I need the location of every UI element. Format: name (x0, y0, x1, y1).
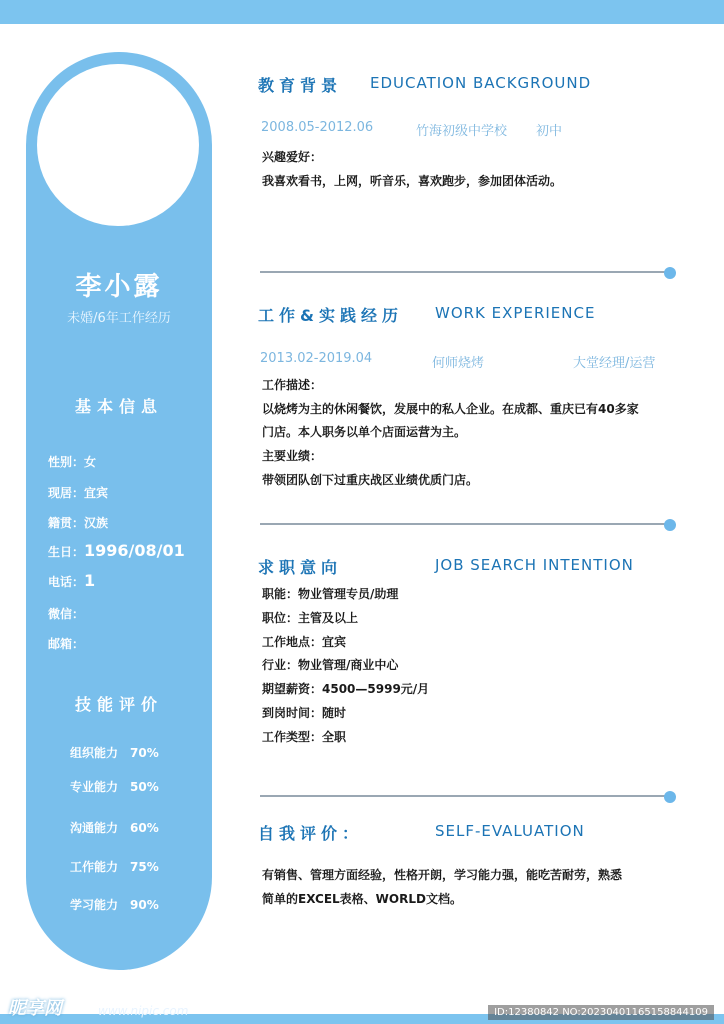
skill-work: 工作能力 75% (70, 860, 159, 874)
info-phone: 电话：1 (48, 571, 96, 590)
info-origin: 籍贯：汉族 (48, 516, 109, 530)
work-title-en: WORK EXPERIENCE (435, 304, 596, 322)
work-period: 2013.02-2019.04 (260, 351, 373, 366)
info-email: 邮箱： (48, 637, 85, 651)
intention-title-en: JOB SEARCH INTENTION (435, 556, 634, 574)
divider-2 (260, 523, 668, 525)
intention-location: 工作地点：宜宾 (262, 635, 347, 649)
skill-communication: 沟通能力 60% (70, 821, 159, 835)
work-desc-line2: 门店。本人职务以单个店面运营为主。 (262, 425, 467, 439)
work-perf-label: 主要业绩： (262, 449, 323, 463)
education-title-en: EDUCATION BACKGROUND (370, 74, 592, 92)
work-title: 工作&实践经历 (258, 306, 403, 325)
info-residence: 现居：宜宾 (48, 486, 109, 500)
divider-1 (260, 271, 668, 273)
intention-title: 求职意向 (258, 558, 343, 577)
intention-start-time: 到岗时间：随时 (262, 706, 347, 720)
basic-info-heading: 基本信息 (74, 397, 163, 416)
divider-dot-2 (664, 519, 676, 531)
skills-heading: 技能评价 (74, 695, 163, 714)
watermark-url: www.nipic.com (98, 1004, 189, 1018)
watermark-id-tag: ID:12380842 NO:20230401165158844109 (488, 1005, 714, 1020)
work-position: 大堂经理/运营 (573, 356, 656, 371)
watermark (0, 994, 260, 1024)
info-wechat: 微信： (48, 607, 85, 621)
self-eval-line1: 有销售、管理方面经验，性格开朗，学习能力强，能吃苦耐劳，熟悉 (262, 868, 623, 882)
work-desc-label: 工作描述： (262, 378, 323, 392)
info-gender: 性别：女 (48, 455, 97, 469)
divider-dot-3 (664, 791, 676, 803)
skill-professional: 专业能力 50% (70, 780, 159, 794)
self-eval-title: 自我评价： (258, 824, 364, 843)
intention-salary: 期望薪资：4500—5999元/月 (262, 682, 430, 696)
profile-subtitle: 未婚/6年工作经历 (67, 311, 171, 326)
hobby-text: 我喜欢看书，上网，听音乐，喜欢跑步，参加团体活动。 (262, 174, 563, 188)
work-desc-line1: 以烧烤为主的休闲餐饮，发展中的私人企业。在成都、重庆已有40多家 (262, 402, 639, 416)
education-level: 初中 (536, 124, 563, 139)
watermark-brand: 昵享网 (8, 998, 62, 1019)
intention-position: 职位：主管及以上 (262, 611, 359, 625)
divider-dot-1 (664, 267, 676, 279)
self-eval-title-en: SELF-EVALUATION (435, 822, 585, 840)
education-period: 2008.05-2012.06 (261, 120, 374, 135)
divider-3 (260, 795, 668, 797)
self-eval-line2: 简单的EXCEL表格、WORLD文档。 (262, 892, 462, 906)
skill-organization: 组织能力 70% (70, 746, 159, 760)
education-title: 教育背景 (258, 76, 343, 95)
hobby-label: 兴趣爱好： (262, 150, 323, 164)
avatar (37, 64, 199, 226)
intention-industry: 行业：物业管理/商业中心 (262, 658, 399, 672)
intention-function: 职能：物业管理专员/助理 (262, 587, 399, 601)
education-school: 竹海初级中学校 (416, 124, 508, 139)
top-bar (0, 0, 724, 24)
info-birthday: 生日：1996/08/01 (48, 541, 185, 560)
intention-job-type: 工作类型：全职 (262, 730, 347, 744)
skill-learning: 学习能力 90% (70, 898, 159, 912)
profile-name: 李小露 (75, 272, 163, 302)
work-perf-text: 带领团队创下过重庆战区业绩优质门店。 (262, 473, 479, 487)
work-company: 何师烧烤 (432, 356, 485, 371)
